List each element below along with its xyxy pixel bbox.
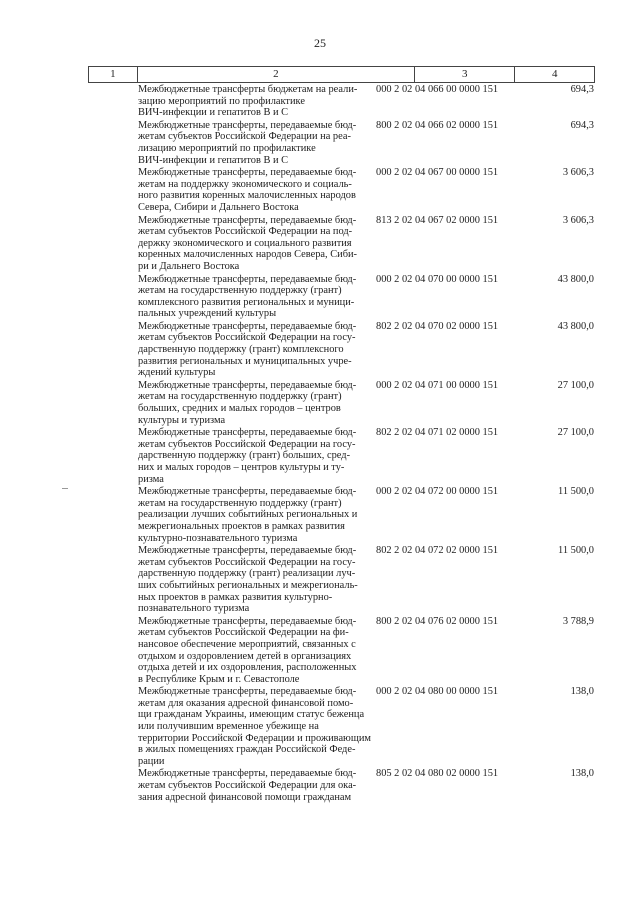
row-description: Межбюджетные трансферты, передаваемые бюд- жетам субъектов Российской Федерации на госу- дарственную поддержку (грант) больших, сред- них и малых городов – центров культуры и ту- ризма (138, 427, 357, 485)
table-row (138, 215, 594, 273)
table-row (138, 545, 594, 615)
table-row (138, 768, 594, 803)
row-amount: 694,3 (570, 84, 594, 95)
row-description: Межбюджетные трансферты, передаваемые бюд- жетам для оказания адресной финансовой помо- щи гражданам Украины, имеющим статус беженца или получившим временное убежище на территории Российской Федерации и проживающим в жилых помещениях граждан Российской Феде- рации (138, 686, 371, 767)
table-row (138, 84, 594, 119)
row-amount: 11 500,0 (558, 545, 594, 557)
row-amount: 694,3 (570, 119, 594, 131)
table-body (138, 84, 594, 804)
row-code: 802 2 02 04 070 02 0000 151 (376, 320, 499, 332)
row-code: 000 2 02 04 080 00 0000 151 (376, 686, 499, 698)
table-row (138, 321, 594, 379)
row-amount: 138,0 (570, 686, 594, 698)
row-code: 000 2 02 04 070 00 0000 151 (376, 273, 499, 285)
row-description: Межбюджетные трансферты, передаваемые бюд- жетам субъектов Российской Федерации для ока- зания адресной финансовой помощи гражданам (138, 768, 357, 803)
table-row (138, 686, 594, 767)
row-code: 000 2 02 04 066 00 0000 151 (376, 84, 499, 95)
margin-mark (62, 488, 68, 489)
row-amount: 3 788,9 (562, 615, 594, 627)
row-code: 000 2 02 04 072 00 0000 151 (376, 486, 499, 498)
table-row (138, 120, 594, 166)
row-amount: 43 800,0 (557, 273, 594, 285)
row-code: 802 2 02 04 071 02 0000 151 (376, 427, 499, 439)
row-amount: 138,0 (570, 768, 594, 780)
row-amount: 3 606,3 (562, 167, 594, 179)
row-code: 800 2 02 04 076 02 0000 151 (376, 615, 499, 627)
column-header-2: 2 (138, 67, 415, 82)
table-row (138, 274, 594, 320)
table-row (138, 616, 594, 686)
table-row (138, 427, 594, 485)
table-header (88, 66, 595, 83)
row-code: 805 2 02 04 080 02 0000 151 (376, 768, 499, 780)
row-amount: 27 100,0 (557, 427, 594, 439)
row-description: Межбюджетные трансферты бюджетам на реали- зацию мероприятий по профилактике ВИЧ-инфекции и гепатитов В и С (138, 84, 358, 119)
row-amount: 3 606,3 (562, 214, 594, 226)
row-description: Межбюджетные трансферты, передаваемые бюд- жетам субъектов Российской Федерации на фи- нансовое обеспечение мероприятий, связанных с отдыхом и оздоровлением детей в организациях отдыха детей и их оздоровления, расположенных в Республике Крым и г. Севастополе (138, 615, 357, 685)
row-description: Межбюджетные трансферты, передаваемые бюд- жетам на государственную поддержку (грант) больших, средних и малых городов – центров культуры и туризма (138, 379, 357, 426)
row-description: Межбюджетные трансферты, передаваемые бюд- жетам субъектов Российской Федерации на реа- лизацию мероприятий по профилактике ВИЧ-инфекции и гепатитов В и С (138, 119, 357, 166)
row-description: Межбюджетные трансферты, передаваемые бюд- жетам субъектов Российской Федерации на госу- дарственную поддержку (грант) комплексного развития региональных и муниципальных учре- ждений культуры (138, 320, 357, 379)
page-number: 25 (314, 36, 326, 50)
column-header-1: 1 (89, 67, 138, 82)
row-description: Межбюджетные трансферты, передаваемые бюд- жетам субъектов Российской Федерации на госу- дарственную поддержку (грант) реализации луч- ших событийных региональных и межрегиональ- ных проектов в рамках развития культурно- познавательного туризма (138, 545, 358, 615)
table-row (138, 486, 594, 544)
column-header-4: 4 (551, 68, 558, 80)
row-description: Межбюджетные трансферты, передаваемые бюд- жетам субъектов Российской Федерации на под- держку экономического и социального развития коренных малочисленных народов Севера, Сиби- ри и Дальнего Востока (138, 214, 358, 272)
row-code: 000 2 02 04 071 00 0000 151 (376, 379, 499, 391)
row-description: Межбюджетные трансферты, передаваемые бюд- жетам на государственную поддержку (грант) реализации лучших событийных региональных и межрегиональных проектов в рамках развития культурно-познавательного туризма (138, 486, 358, 544)
table-row (138, 380, 594, 426)
row-code: 000 2 02 04 067 00 0000 151 (376, 167, 499, 179)
row-amount: 43 800,0 (557, 320, 594, 332)
table-row (138, 167, 594, 213)
row-description: Межбюджетные трансферты, передаваемые бюд- жетам на поддержку экономического и социаль- ного развития коренных малочисленных народов Севера, Сибири и Дальнего Востока (138, 167, 357, 213)
row-description: Межбюджетные трансферты, передаваемые бюд- жетам на государственную поддержку (грант) комплексного развития региональных и муници- пальных учреждений культуры (138, 273, 357, 320)
row-code: 802 2 02 04 072 02 0000 151 (376, 545, 499, 557)
row-amount: 11 500,0 (558, 486, 594, 498)
row-amount: 27 100,0 (557, 379, 594, 391)
row-code: 800 2 02 04 066 02 0000 151 (376, 119, 499, 131)
row-code: 813 2 02 04 067 02 0000 151 (376, 214, 499, 226)
column-header-3: 3 (415, 67, 515, 82)
